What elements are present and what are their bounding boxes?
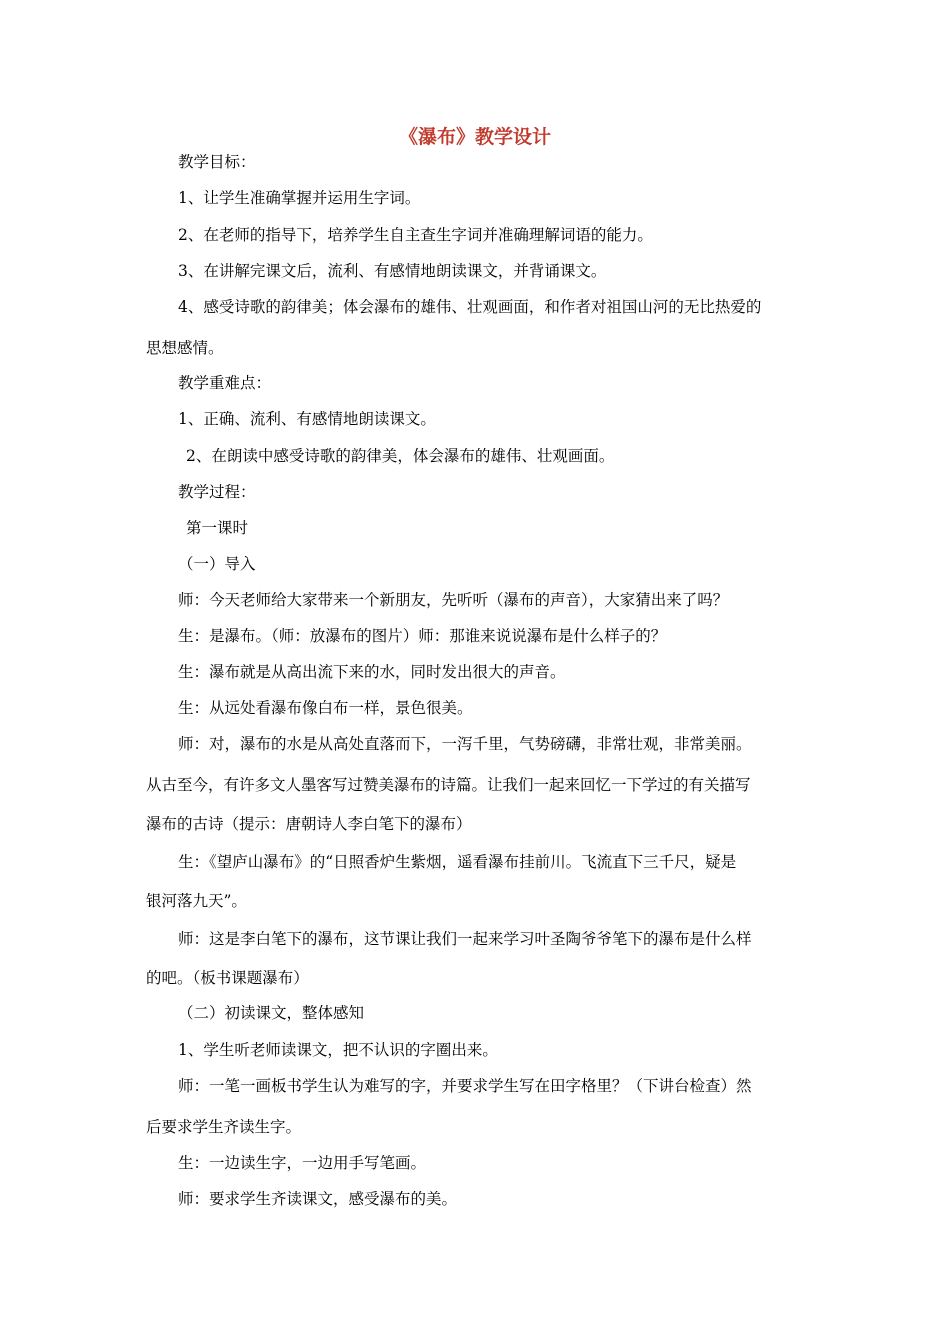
paragraph-line: 生：《望庐山瀑布》的“日照香炉生紫烟，遥看瀑布挂前川。飞流直下三千尺，疑是 bbox=[178, 853, 737, 871]
paragraph-line: 师：要求学生齐读课文，感受瀑布的美。 bbox=[178, 1190, 458, 1208]
paragraph-line: 2、在老师的指导下，培养学生自主查生字词并准确理解词语的能力。 bbox=[178, 226, 653, 244]
paragraph-line: 生：瀑布就是从高出流下来的水，同时发出很大的声音。 bbox=[178, 663, 566, 681]
section-heading-process: 教学过程： bbox=[178, 483, 256, 501]
paragraph-line: 师：今天老师给大家带来一个新朋友，先听听（瀑布的声音），大家猜出来了吗？ bbox=[178, 591, 729, 609]
paragraph-line: 师：这是李白笔下的瀑布，这节课让我们一起来学习叶圣陶爷爷笔下的瀑布是什么样 bbox=[178, 930, 752, 948]
paragraph-line: 后要求学生齐读生字。 bbox=[146, 1118, 302, 1136]
section-heading-key-points: 教学重难点： bbox=[178, 374, 272, 392]
paragraph-line: 1、学生听老师读课文，把不认识的字圈出来。 bbox=[178, 1041, 498, 1059]
document-title: 《瀑布》教学设计 bbox=[398, 126, 551, 148]
section-heading-goals: 教学目标： bbox=[178, 153, 256, 171]
subsection-heading: （一）导入 bbox=[178, 555, 256, 573]
paragraph-line: 生：一边读生字，一边用手写笔画。 bbox=[178, 1154, 427, 1172]
paragraph-line: 师：对，瀑布的水是从高处直落而下，一泻千里，气势磅礴，非常壮观，非常美丽。 bbox=[178, 735, 752, 753]
paragraph-line: 生：是瀑布。（师：放瀑布的图片）师：那谁来说说瀑布是什么样子的？ bbox=[178, 627, 667, 645]
paragraph-line: 2、在朗读中感受诗歌的韵律美，体会瀑布的雄伟、壮观画面。 bbox=[186, 447, 615, 465]
subsection-heading: （二）初读课文，整体感知 bbox=[178, 1004, 365, 1022]
paragraph-line: 生：从远处看瀑布像白布一样，景色很美。 bbox=[178, 699, 473, 717]
paragraph-line: 思想感情。 bbox=[146, 339, 224, 357]
lesson-heading: 第一课时 bbox=[186, 519, 249, 537]
paragraph-line: 的吧。（板书课题瀑布） bbox=[146, 969, 309, 987]
paragraph-line: 从古至今，有许多文人墨客写过赞美瀑布的诗篇。让我们一起来回忆一下学过的有关描写 bbox=[146, 776, 751, 794]
paragraph-line: 师：一笔一画板书学生认为难写的字，并要求学生写在田字格里？（下讲台检查）然 bbox=[178, 1077, 752, 1095]
paragraph-line: 1、让学生准确掌握并运用生字词。 bbox=[178, 189, 421, 207]
paragraph-line: 3、在讲解完课文后，流利、有感情地朗读课文，并背诵课文。 bbox=[178, 262, 607, 280]
paragraph-line: 瀑布的古诗（提示：唐朝诗人李白笔下的瀑布） bbox=[146, 815, 472, 833]
paragraph-line: 1、正确、流利、有感情地朗读课文。 bbox=[178, 410, 436, 428]
paragraph-line: 银河落九天”。 bbox=[146, 892, 247, 910]
paragraph-line: 4、感受诗歌的韵律美；体会瀑布的雄伟、壮观画面，和作者对祖国山河的无比热爱的 bbox=[178, 298, 762, 316]
